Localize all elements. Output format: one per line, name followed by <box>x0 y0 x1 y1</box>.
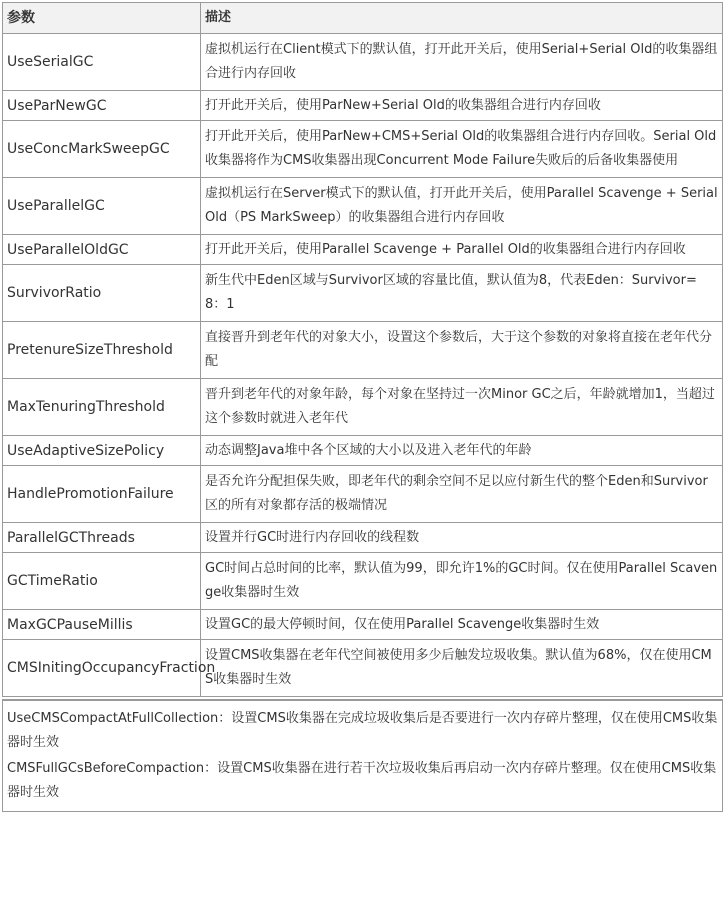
param-desc: 新生代中Eden区域与Survivor区域的容量比值，默认值为8，代表Eden：Survivor=8：1 <box>201 265 723 322</box>
table-row <box>3 91 723 121</box>
param-name: SurvivorRatio <box>3 265 201 322</box>
table-row <box>3 178 723 235</box>
footer-note: UseCMSCompactAtFullCollection：设置CMS收集器在完成垃圾收集后是否要进行一次内存碎片整理，仅在使用CMS收集器时生效 <box>7 711 718 750</box>
param-desc: GC时间占总时间的比率，默认值为99，即允许1%的GC时间。仅在使用Parallel Scavenge收集器时生效 <box>201 553 723 610</box>
table-row <box>3 121 723 178</box>
table-row <box>3 436 723 466</box>
param-name: UseParallelOldGC <box>3 235 201 265</box>
footer-note: CMSFullGCsBeforeCompaction：设置CMS收集器在进行若干次垃圾收集后再启动一次内存碎片整理。仅在使用CMS收集器时生效 <box>7 761 717 800</box>
param-desc: 虚拟机运行在Client模式下的默认值，打开此开关后，使用Serial+Serial Old的收集器组合进行内存回收 <box>201 34 723 91</box>
param-name: PretenureSizeThreshold <box>3 322 201 379</box>
param-desc: 晋升到老年代的对象年龄，每个对象在坚持过一次Minor GC之后，年龄就增加1，当超过这个参数时就进入老年代 <box>201 379 723 436</box>
param-desc: 设置GC的最大停顿时间，仅在使用Parallel Scavenge收集器时生效 <box>201 610 723 640</box>
table-row <box>3 523 723 553</box>
param-name: CMSInitingOccupancyFraction <box>3 640 201 697</box>
table-row <box>3 379 723 436</box>
param-name: UseSerialGC <box>3 34 201 91</box>
header-desc: 描述 <box>201 3 723 34</box>
param-desc: 虚拟机运行在Server模式下的默认值，打开此开关后，使用Parallel Scavenge + Serial Old（PS MarkSweep）的收集器组合进行内存回收 <box>201 178 723 235</box>
table-row <box>3 34 723 91</box>
parameter-sheet <box>2 2 723 812</box>
param-name: UseConcMarkSweepGC <box>3 121 201 178</box>
param-name: GCTimeRatio <box>3 553 201 610</box>
gc-parameter-table <box>2 2 723 697</box>
table-row <box>3 322 723 379</box>
table-row <box>3 466 723 523</box>
param-desc: 打开此开关后，使用Parallel Scavenge + Parallel Old的收集器组合进行内存回收 <box>201 235 723 265</box>
param-name: UseParallelGC <box>3 178 201 235</box>
param-desc: 设置并行GC时进行内存回收的线程数 <box>201 523 723 553</box>
param-desc: 打开此开关后，使用ParNew+Serial Old的收集器组合进行内存回收 <box>201 91 723 121</box>
param-name: UseAdaptiveSizePolicy <box>3 436 201 466</box>
param-name: ParallelGCThreads <box>3 523 201 553</box>
table-row <box>3 235 723 265</box>
table-footer-notes <box>2 699 723 812</box>
param-desc: 设置CMS收集器在老年代空间被使用多少后触发垃圾收集。默认值为68%，仅在使用CMS收集器时生效 <box>201 640 723 697</box>
param-desc: 打开此开关后，使用ParNew+CMS+Serial Old的收集器组合进行内存回收。Serial Old收集器将作为CMS收集器出现Concurrent Mode Failure失败后的后备收集器使用 <box>201 121 723 178</box>
param-desc: 直接晋升到老年代的对象大小，设置这个参数后，大于这个参数的对象将直接在老年代分配 <box>201 322 723 379</box>
param-desc: 是否允许分配担保失败，即老年代的剩余空间不足以应付新生代的整个Eden和Survivor区的所有对象都存活的极端情况 <box>201 466 723 523</box>
param-name: HandlePromotionFailure <box>3 466 201 523</box>
param-name: MaxGCPauseMillis <box>3 610 201 640</box>
param-name: UseParNewGC <box>3 91 201 121</box>
table-row <box>3 553 723 610</box>
param-desc: 动态调整Java堆中各个区域的大小以及进入老年代的年龄 <box>201 436 723 466</box>
header-param: 参数 <box>3 3 201 34</box>
table-row <box>3 610 723 640</box>
table-row <box>3 640 723 697</box>
table-header-row <box>3 3 723 34</box>
table-row <box>3 265 723 322</box>
param-name: MaxTenuringThreshold <box>3 379 201 436</box>
